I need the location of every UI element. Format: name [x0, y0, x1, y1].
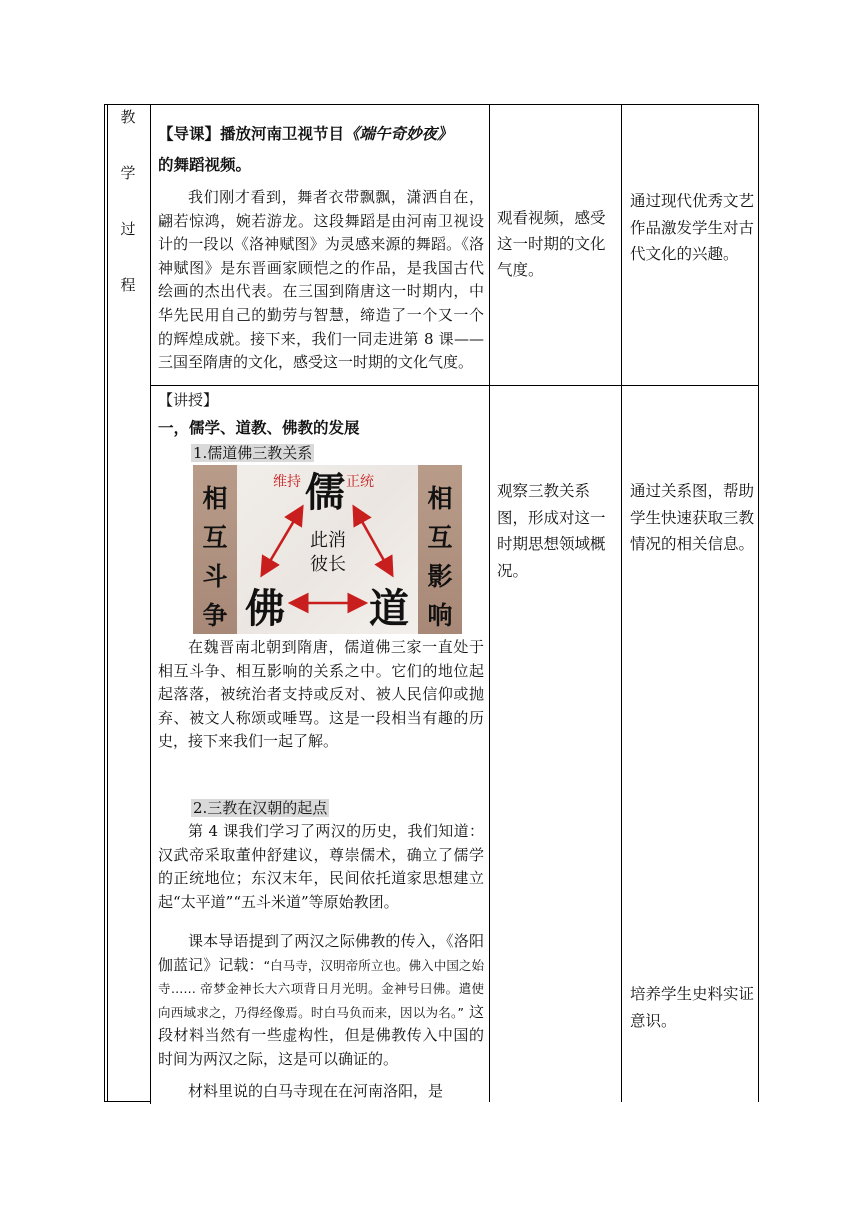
lead-text-2: 的舞蹈视频。	[158, 155, 252, 174]
student-activity-1: 观看视频，感受这一时期的文化气度。	[497, 209, 606, 279]
label-maintain: 维持	[273, 474, 301, 490]
char-confucianism: 儒	[305, 469, 345, 516]
right-band-char: 响	[427, 601, 453, 630]
table-border-bottom	[104, 1101, 150, 1102]
table-divider-1	[150, 104, 151, 1104]
table-border-right	[758, 104, 759, 1102]
row-divider	[150, 385, 759, 386]
table-border-left-inner	[107, 104, 108, 1102]
lecture-tag: 【讲授】	[158, 391, 219, 409]
three-teachings-diagram	[193, 465, 462, 634]
char-buddhism: 佛	[245, 585, 285, 632]
intro-paragraph	[158, 930, 484, 1072]
left-band-char: 相	[202, 484, 228, 513]
right-band-char: 相	[427, 484, 453, 513]
section-title: 一，儒学、道教、佛教的发展	[158, 418, 360, 437]
side-label-char: 过	[120, 220, 136, 238]
right-band-char: 影	[427, 562, 453, 591]
design-intent-1: 通过现代优秀文艺作品激发学生对古代文化的兴趣。	[630, 192, 755, 263]
left-band-char: 互	[202, 523, 228, 552]
label-rise-fall-line1: 此消	[310, 530, 346, 551]
left-band-char: 争	[202, 601, 228, 630]
lead-text-1: 播放河南卫视节目	[220, 124, 345, 143]
relation-paragraph: 在魏晋南北朝到隋唐，儒道佛三家一直处于相互斗争、相互影响的关系之中。它们的地位起起落落，被统治者支持或反对、被人民信仰或抛弃、被文人称颂或唾骂。这是一段相当有趣的历史，接下来我们一起了解。	[158, 638, 484, 751]
table-border-top	[104, 104, 759, 105]
table-divider-3	[621, 104, 622, 1102]
table-border-left	[104, 104, 105, 1102]
intro-text-1: 课本导语提到了两汉之际佛教的传入，《洛阳伽蓝记》记载：	[158, 932, 484, 974]
lead-prefix: 【导课】	[158, 124, 221, 143]
label-orthodoxy: 正统	[346, 474, 374, 490]
char-daoism: 道	[369, 585, 409, 632]
right-band-char: 互	[427, 523, 453, 552]
design-intent-3: 培养学生史料实证意识。	[630, 985, 755, 1030]
lead-heading	[158, 118, 488, 180]
side-label-char: 教	[120, 108, 136, 126]
arrow-confucian-daoist	[355, 509, 391, 573]
design-intent-2: 通过关系图，帮助学生快速获取三教情况的相关信息。	[630, 482, 755, 553]
luoyang-quote: “白马寺，汉明帝所立也。佛入中国之始寺…… 帝梦金神长大六项背日月光明。金神号曰佛。遣使向西域求之，乃得经像焉。时白马负而来，因以为名。”	[158, 957, 484, 1020]
sub-title-relation-text: 1.儒道佛三教关系	[193, 444, 313, 462]
label-rise-fall-line2: 彼长	[310, 554, 346, 575]
lead-paragraph: 我们刚才看到，舞者衣带飘飘，潇洒自在，翩若惊鸿，婉若游龙。这段舞蹈是由河南卫视设计的一段以《洛神赋图》为灵感来源的舞蹈。《洛神赋图》是东晋画家顾恺之的作品，是我国古代绘画的杰出代表。在三国到隋唐这一时期内，中华先民用自己的勤劳与智慧，缔造了一个又一个的辉煌成就。接下来，我们一同走进第 8 课——三国至隋唐的文化，感受这一时期的文化气度。	[158, 188, 484, 372]
intro-text-2: 这段材料当然有一些虚构性，但是佛教传入中国的时间为两汉之际，这是可以确证的。	[158, 1002, 484, 1068]
side-label-char: 程	[120, 276, 136, 294]
relation-arrows	[193, 465, 462, 634]
sub-title-han	[191, 797, 329, 821]
sub-title-han-text: 2.三教在汉朝的起点	[193, 799, 328, 817]
lead-program-title: 《端午奇妙夜》	[344, 124, 453, 143]
han-paragraph: 第 4 课我们学习了两汉的历史，我们知道：汉武帝采取董仲舒建议，尊崇儒术，确立了儒学的正统地位；东汉末年，民间依托道家思想建立起“太平道”“五斗米道”等原始教团。	[158, 822, 484, 911]
student-activity-2: 观察三教关系图，形成对这一时期思想领域概况。	[497, 482, 606, 580]
table-divider-2	[489, 104, 490, 1102]
arrow-confucian-buddhist	[263, 509, 301, 573]
sub-title-relation	[191, 442, 314, 466]
baima-paragraph: 材料里说的白马寺现在在河南洛阳，是	[188, 1082, 444, 1100]
side-label-char: 学	[120, 164, 136, 182]
left-band-char: 斗	[202, 562, 228, 591]
